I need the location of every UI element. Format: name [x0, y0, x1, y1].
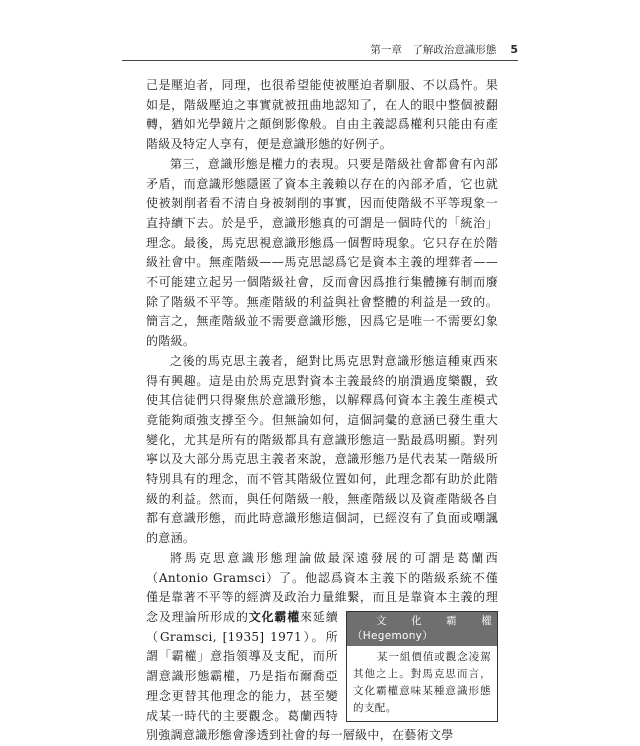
running-header [370, 42, 518, 57]
paragraph-2: 第三，意識形態是權力的表現。只要是階級社會都會有內部矛盾，而意識形態隱匿了資本主義賴以存在的內部矛盾，它也就使被剝削者看不清自身被剝削的事實，因而使階級不平等現象一直持續下去。於是乎，意識形態真的可謂是一個時代的「統治」理念。最後，馬克思視意識形態爲一個暫時現象。它只存在於階級社會中。無產階級——馬克思認爲它是資本主義的埋葬者——不可能建立起另一個階級社會，反而會因爲推行集體擁有制而廢除了階級不平等。無產階級的利益與社會整體的利益是一致的。簡言之，無產階級並不需要意識形態，因爲它是唯一不需要幻象的階級。 [146, 156, 498, 349]
definition-box [346, 611, 498, 722]
paragraph-1: 己是壓迫者，同理，也很希望能使被壓迫者馴服、不以爲忤。果如是，階級壓迫之事實就被扭曲地認知了，在人的眼中整個被翻轉，猶如光學鏡片之顛倒影像般。自由主義認爲權利只能由有產階級及特定人享有，便是意識形態的好例子。 [146, 78, 498, 152]
paragraph-4-after-term: 來延續 [300, 609, 339, 624]
paragraph-4 [146, 549, 498, 746]
paragraph-4-start: 將馬克思意識形態理論做最深遠發展的可謂是葛蘭西（Antonio Gramsci）了。他認爲資本主義下的階級系統不僅僅是靠著不平等的經濟及政治力量維繫，而且是靠資本主義的理念及理論所形成的 [146, 550, 498, 624]
chapter-title: 第一章 了解政治意識形態 [370, 44, 497, 56]
definition-box-title: 文化霸權（Hegemony） [347, 612, 497, 646]
page-number: 5 [510, 43, 518, 56]
key-term: 文化霸權 [248, 609, 301, 624]
paragraph-3: 之後的馬克思主義者，絕對比馬克思對意識形態這種東西來得有興趣。這是由於馬克思對資本主義最終的崩潰過度樂觀，致使其信徒們只得聚焦於意識形態，以解釋爲何資本主義生產模式竟能夠頑強支撐至今。但無論如何，這個詞彙的意涵已發生重大變化，尤其是所有的階級都具有意識形態這一點最爲明顯。對列寧以及大部分馬克思主義者來說，意識形態乃是代表某一階級所特別具有的理念，而不管其階級位置如何，此理念都有助於此階級的利益。然而，與任何階級一般，無產階級以及資產階級各自都有意識形態，而此時意識形態這個詞，已經沒有了負面或嘲諷的意涵。 [146, 353, 498, 546]
header-rule [122, 60, 518, 61]
definition-box-text: 某一組價值或觀念凌駕其他之上。對馬克思而言，文化霸權意味某種意識形態的支配。 [353, 650, 491, 714]
paragraph-4-rest: （Gramsci, [1935] 1971）。所謂「霸權」意指領導及支配，而所謂意識形態霸權，乃是指布爾喬亞理念更替其他理念的能力，甚至變成某一時代的主要觀念。葛蘭西特別強調意識形態會滲透到社會的每一層級中，在藝術文學 [146, 629, 454, 743]
body-text [146, 76, 498, 746]
